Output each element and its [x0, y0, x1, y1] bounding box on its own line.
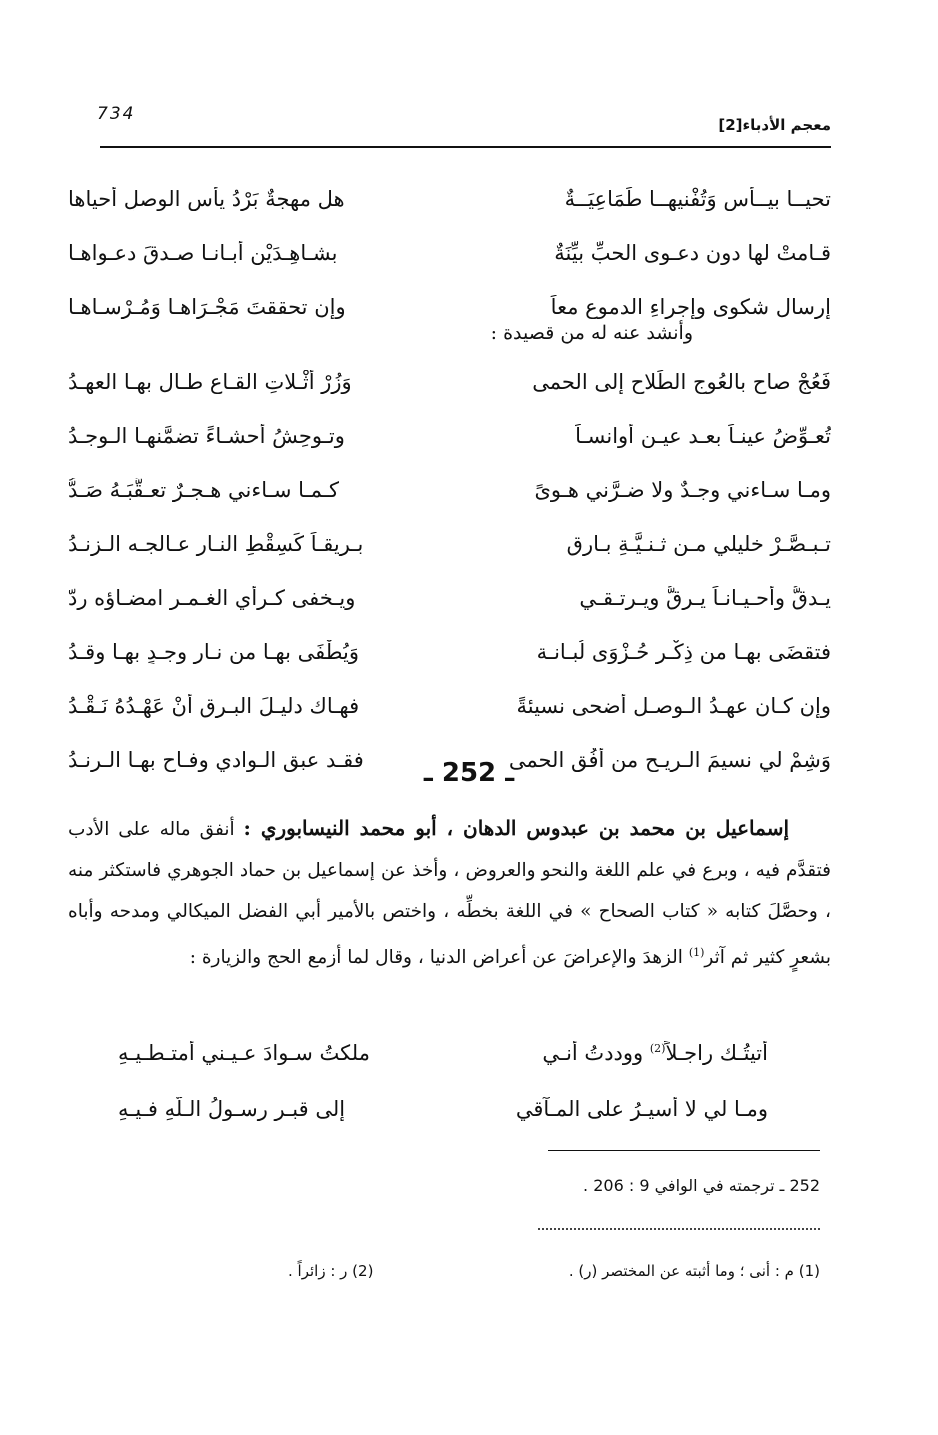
hemistich-left: بشـاهِـدَيْنِ أبـانـا صـدقَ دعـواهـا: [68, 241, 338, 265]
hemistich-left: فقـد عبق الـوادي وفـاح بهـا الـرنـدُ: [68, 748, 364, 772]
footnote-dotted-separator: [538, 1228, 820, 1230]
hemistich-left: وتـوحِشُ أحشـاءً تضمَّنهـا الـوجـدُ: [68, 424, 345, 448]
verse: [68, 463, 831, 517]
verse: [68, 517, 831, 571]
poem-1: [68, 172, 831, 334]
entry-text: [68, 808, 831, 978]
hemistich-right: [448, 1041, 768, 1065]
verse: [118, 1025, 768, 1081]
page-number: 734: [97, 104, 136, 124]
verse: [68, 355, 831, 409]
verse: [118, 1081, 768, 1137]
entry-number: ـ 252 ـ: [423, 758, 515, 788]
hemistich-right: تُعـوِّضُ عينـاً بعـد عيـنٍ أوانسـاً: [575, 424, 831, 448]
hemistich-right: قـامتْ لها دون دعـوى الحبِّ بيِّنَةٌ: [554, 241, 831, 265]
hemistich-left: ويـخفى كـرأي الغـمـر امضـاؤه ردّ: [68, 586, 356, 610]
verse: [68, 679, 831, 733]
hemistich-left: بـريقـاً كَسِقْطِ النـارِ عـالجـه الـزنـدُ: [68, 532, 364, 556]
footnote-source: 252 ـ ترجمته في الوافي 9 : 206 .: [583, 1176, 820, 1195]
hemistich-left: وَزُرْ أثْـلاتِ القـاعِ طـال بهـا العهـدُ: [68, 370, 352, 394]
header-rule: [100, 146, 831, 148]
footnote-2: (2) ر : زائراً .: [288, 1262, 374, 1280]
verse: [68, 625, 831, 679]
hemistich-right: تحيــا بيــأس وَتُفْنيهــا طَمَاعِيَــةٌ: [564, 187, 831, 211]
hemistich-right-part-1: أتيتُـك راجـلاً: [665, 1041, 768, 1065]
verse: [68, 409, 831, 463]
hemistich-right: إرسالِ شكوى وإجراءِ الدموع معاً: [550, 295, 831, 319]
hemistich-right: فتقضَى بهـا من ذِكْـرِ حُـزْوَى لُبـانـة: [536, 640, 831, 664]
hemistich-right: وإن كـان عهـدُ الـوصـل أضحى نسيئةً: [516, 694, 831, 718]
hemistich-left: فهـاك دليـلَ البـرقِ أنْ عَهْـدُهُ نَـقْـدُ: [68, 694, 360, 718]
entry-name: إسماعيل بن محمد بن عبدوس الدهان ، أبو محمد النيسابوري :: [243, 816, 790, 840]
hemistich-right: وَشِمْ لي نسيمَ الـريـح من أُفُقِ الحمى: [508, 748, 831, 772]
hemistich-left: كـمـا سـاءني هـجـرٌ تعـقَّبَـهُ صَـدُّ: [68, 478, 339, 502]
hemistich-right: فَعُجْ صاحِ بالعُوجِ الطِّلاح إلى الحمى: [532, 370, 831, 394]
hemistich-left: وَيُطْفَى بهـا من نـارِ وجـدٍ بهـا وقـدُ: [68, 640, 359, 664]
poem-3: [118, 1025, 768, 1137]
hemistich-left: إلى قبـرٍ رسـولُ الـلّهِ فـيـهِ: [118, 1097, 346, 1121]
footnote-1: (1) م : أنى ؛ وما أثبته عن المختصر (ر) .: [568, 1262, 820, 1280]
hemistich-right: ومـا سـاءني وجـدٌ ولا ضـرَّني هـوىً: [534, 478, 831, 502]
hemistich-right: [448, 1097, 768, 1121]
verse: [68, 172, 831, 226]
intro-line: وأنشد عنه له من قصيدة :: [490, 322, 693, 344]
poem-2: [68, 355, 831, 787]
hemistich-right-part-1: ومـا لي لا أسيـرُ على المـآقي: [515, 1097, 768, 1121]
hemistich-right-part-2: ووددتُ أنـي: [542, 1041, 650, 1065]
verse: [68, 571, 831, 625]
hemistich-right: يـدقُّ وأحـيـانـاً يـرقُّ ويـرتـقـي: [579, 586, 831, 610]
verse: [68, 280, 831, 334]
hemistich-right: تـبـصَّـرْ خليلي مـن ثـنـيَّـةِ بـارقٍ: [566, 532, 831, 556]
hemistich-left: هل مهجةٌ بَرْدُ يأسِ الوصلِ أحياها: [68, 187, 345, 211]
hemistich-left: ملكتُ سـوادَ عـيـني أمتـطـيـهِ: [118, 1041, 370, 1065]
verse: [68, 226, 831, 280]
footnote-rule: [548, 1150, 820, 1151]
running-title: معجم الأدباء[2]: [718, 116, 831, 134]
footnote-ref-1[interactable]: (1): [688, 946, 705, 959]
hemistich-left: وإن تحققتَ مَجْـرَاهـا وَمُـرْسـاهـا: [68, 295, 346, 319]
entry-body-part-1: أنفق ماله على الأدب فتقدَّم فيه ، وبرع في علم اللغة والنحو والعروض ، وأخذ عن إسماعيل بن حماد الجوهري فاستكثر منه ، وحصَّلَ كتابه « كتاب الصحاح » في اللغة بخطِّه ، واختص بالأمير أبي الفضل الميكالي ومدحه وأباه بشعرٍ كثير ثم آثر: [68, 819, 831, 969]
entry-body-part-2: الزهدَ والإعراضَ عن أعراض الدنيا ، وقال لما أزمع الحج والزيارة :: [189, 947, 683, 969]
footnote-ref-2[interactable]: (2): [649, 1042, 666, 1055]
entry-paragraph: [68, 808, 831, 978]
